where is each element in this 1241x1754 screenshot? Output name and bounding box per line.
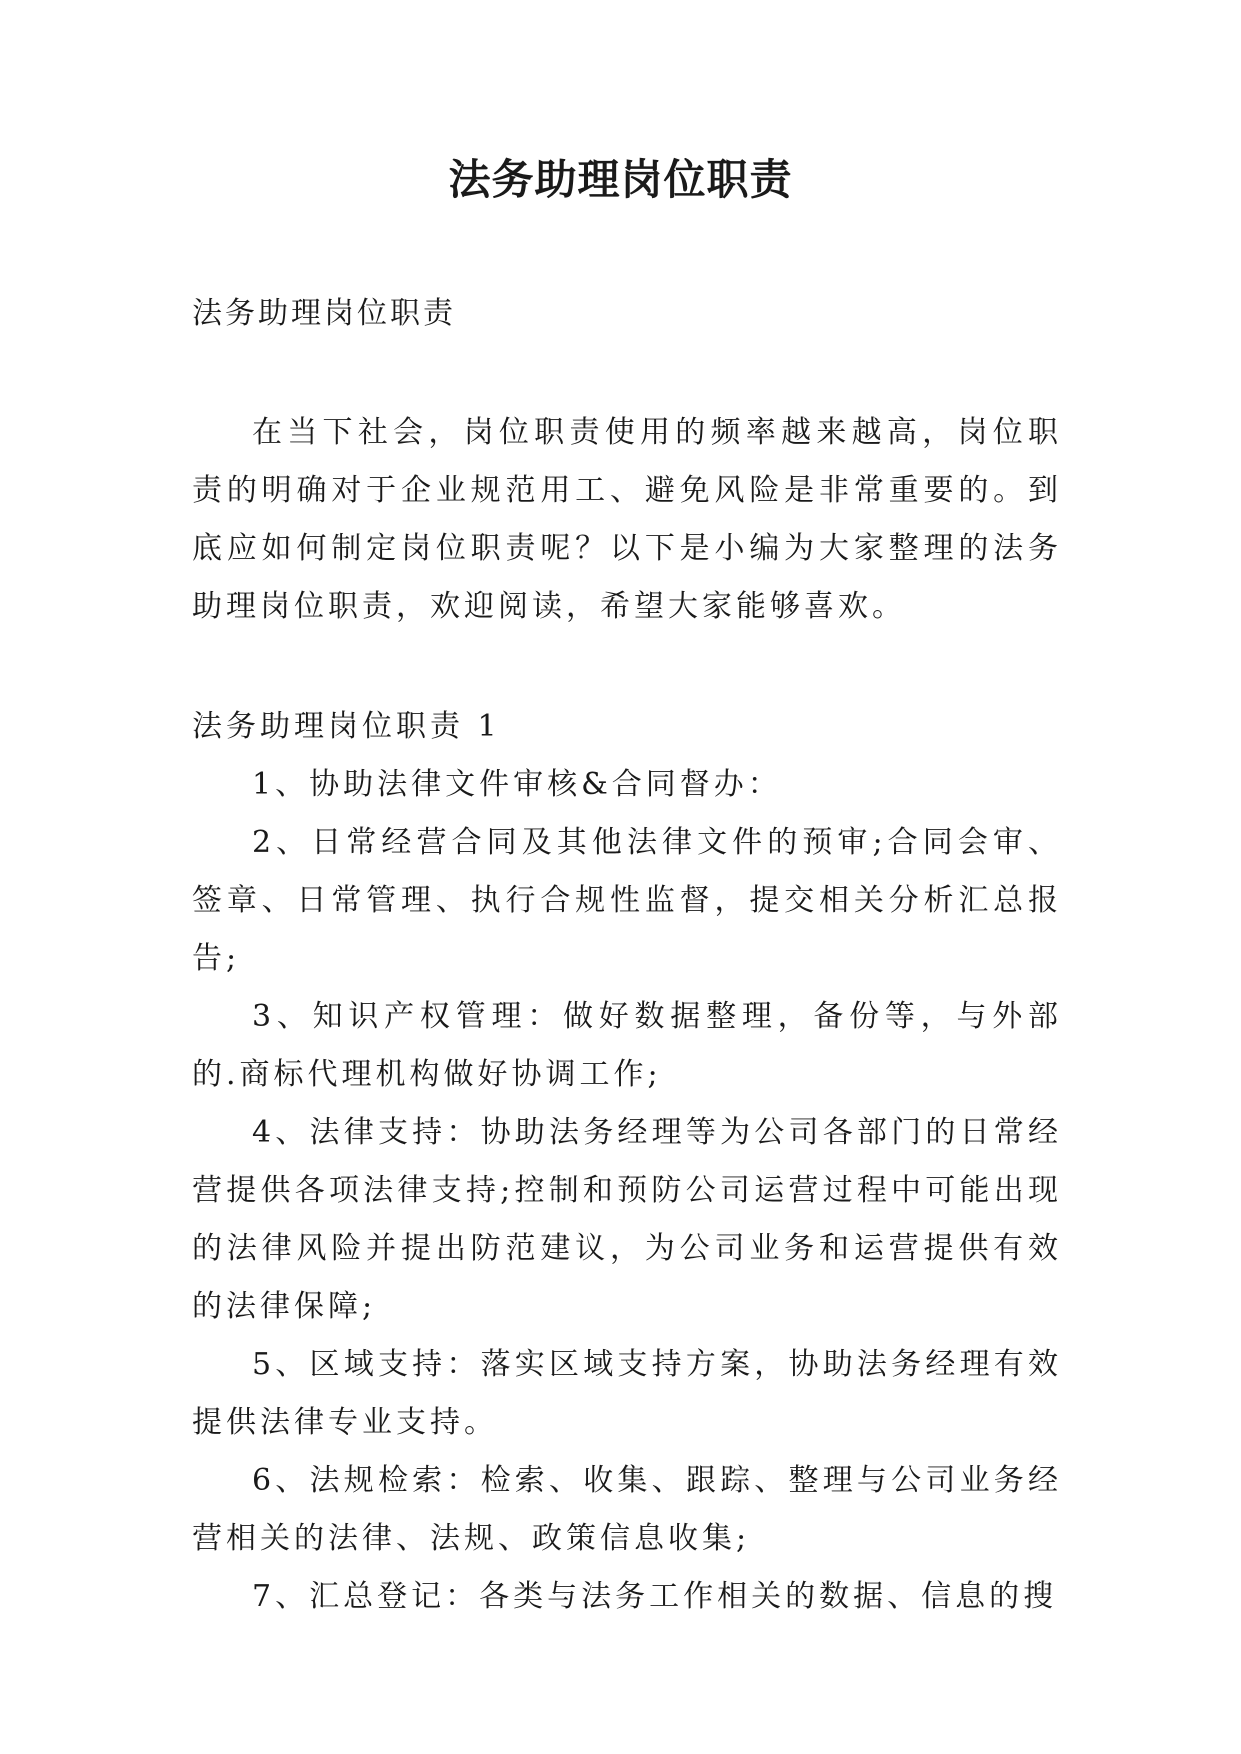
duty-item-1: 1、协助法律文件审核&合同督办： bbox=[252, 767, 782, 802]
section-heading: 法务助理岗位职责 1 bbox=[192, 709, 501, 744]
intro-block bbox=[192, 404, 1062, 636]
duty-item-5: 5、区域支持：落实区域支持方案，协助法务经理有效提供法律专业支持。 bbox=[192, 1347, 1062, 1440]
duty-item-7: 7、汇总登记：各类与法务工作相关的数据、信息的搜 bbox=[252, 1579, 1058, 1614]
document-title: 法务助理岗位职责 bbox=[448, 155, 793, 204]
duty-item-4: 4、法律支持：协助法务经理等为公司各部门的日常经营提供各项法律支持;控制和预防公司运营过程中可能出现的法律风险并提出防范建议，为公司业务和运营提供有效的法律保障; bbox=[192, 1115, 1062, 1324]
duty-item-2: 2、日常经营合同及其他法律文件的预审;合同会审、签章、日常管理、执行合规性监督，提交相关分析汇总报告; bbox=[192, 825, 1062, 976]
duties-section bbox=[192, 698, 1062, 1626]
document-subtitle: 法务助理岗位职责 bbox=[192, 296, 456, 331]
duty-item-6: 6、法规检索：检索、收集、跟踪、整理与公司业务经营相关的法律、法规、政策信息收集; bbox=[192, 1463, 1062, 1556]
duty-item-3: 3、知识产权管理：做好数据整理，备份等，与外部的.商标代理机构做好协调工作; bbox=[192, 999, 1062, 1092]
intro-paragraph: 在当下社会，岗位职责使用的频率越来越高，岗位职责的明确对于企业规范用工、避免风险是非常重要的。到底应如何制定岗位职责呢？以下是小编为大家整理的法务助理岗位职责，欢迎阅读，希望大家能够喜欢。 bbox=[192, 415, 1062, 624]
